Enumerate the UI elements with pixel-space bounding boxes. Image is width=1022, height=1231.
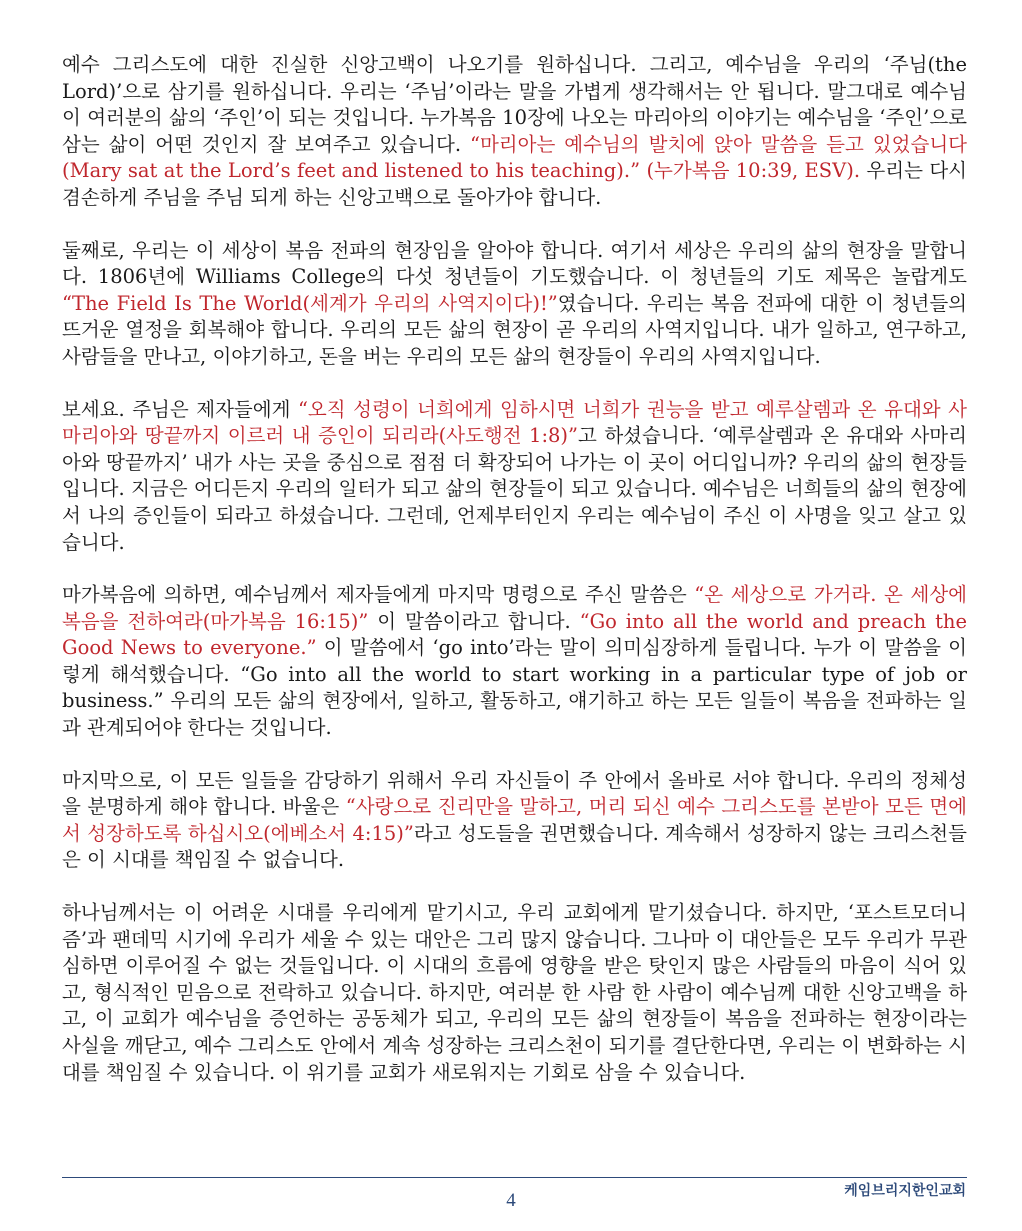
paragraph-2	[62, 238, 967, 371]
scripture-quote: “오직 성령이 너희에게 임하시면 너희가 권능을 받고 예루살렘과 온 유대와 사마리아와 땅끝까지 이르러 내 증인이 되리라(사도행전 1:8)”	[62, 397, 967, 448]
body-text: 고 하셨습니다. ‘예루살렘과 온 유대와 사마리아와 땅끝까지’ 내가 사는 곳을 중심으로 점점 더 확장되어 나가는 이 곳이 어디입니까? 우리의 삶의 현장들입니다. 지금은 어디든지 우리의 일터가 되고 삶의 현장들이 되고 있습니다. 예수님은 너희들의 삶의 현장에서 나의 증인들이 되라고 하셨습니다. 그런데, 언제부터인지 우리는 예수님이 주신 이 사명을 잊고 살고 있습니다.	[62, 424, 967, 554]
body-text: 하나님께서는 이 어려운 시대를 우리에게 맡기시고, 우리 교회에게 맡기셨습니다. 하지만, ‘포스트모더니즘’과 팬데믹 시기에 우리가 세울 수 있는 대안은 그리 많지 않습니다. 그나마 이 대안들은 모두 우리가 무관심하면 이루어질 수 없는 것들입니다. 이 시대의 흐름에 영향을 받은 탓인지 많은 사람들의 마음이 식어 있고, 형식적인 믿음으로 전락하고 있습니다. 하지만, 여러분 한 사람 한 사람이 예수님께 대한 신앙고백을 하고, 이 교회가 예수님을 증언하는 공동체가 되고, 우리의 모든 삶의 현장들이 복음을 전파하는 현장이라는 사실을 깨닫고, 예수 그리스도 안에서 계속 성장하는 크리스천이 되기를 결단한다면, 우리는 이 변화하는 시대를 책임질 수 있습니다. 이 위기를 교회가 새로워지는 기회로 삼을 수 있습니다.	[62, 901, 967, 1084]
scripture-quote: “사랑으로 진리만을 말하고, 머리 되신 예수 그리스도를 본받아 모든 면에서 성장하도록 하십시오(에베소서 4:15)”	[62, 795, 967, 845]
paragraph-3	[62, 397, 967, 557]
body-text: 라고 성도들을 권면했습니다. 계속해서 성장하지 않는 크리스천들은 이 시대를 책임질 수 없습니다.	[62, 821, 967, 872]
scripture-quote: “Go into all the world and preach the Good News to everyone.”	[62, 609, 968, 660]
scripture-quote: “온 세상으로 가거라. 온 세상에 복음을 전하여라(마가복음 16:15)”	[62, 583, 967, 633]
body-text: 마가복음에 의하면, 예수님께서 제자들에게 마지막 명령으로 주신 말씀은	[62, 583, 695, 607]
paragraph-5	[62, 768, 967, 874]
body-text: 이 말씀이라고 합니다.	[368, 609, 580, 633]
scripture-quote: “The Field Is The World(세계가 우리의 사역지이다)!”	[62, 291, 558, 315]
paragraph-4	[62, 582, 967, 742]
paragraph-1	[62, 52, 967, 212]
body-text: 둘째로, 우리는 이 세상이 복음 전파의 현장임을 알아야 합니다. 여기서 세상은 우리의 삶의 현장을 말합니다. 1806년에 Williams College의 다섯 청년들이 기도했습니다. 이 청년들의 기도 제목은 놀랍게도	[62, 238, 967, 289]
footer-divider	[62, 1177, 967, 1178]
page-number: 4	[506, 1190, 516, 1211]
paragraph-6	[62, 900, 967, 1086]
document-body	[62, 52, 967, 1086]
body-text: 마지막으로, 이 모든 일들을 감당하기 위해서 우리 자신들이 주 안에서 올바로 서야 합니다. 우리의 정체성을 분명하게 해야 합니다. 바울은	[62, 768, 967, 819]
body-text: 였습니다. 우리는 복음 전파에 대한 이 청년들의 뜨거운 열정을 회복해야 합니다. 우리의 모든 삶의 현장이 곧 우리의 사역지입니다. 내가 일하고, 연구하고, 사람들을 만나고, 이야기하고, 돈을 버는 우리의 모든 삶의 현장들이 우리의 사역지입니다.	[62, 291, 967, 368]
church-name: 케임브리지한인교회	[844, 1183, 966, 1199]
body-text: 예수 그리스도에 대한 진실한 신앙고백이 나오기를 원하십니다. 그리고, 예수님을 우리의 ‘주님(the Lord)’으로 삼기를 원하십니다. 우리는 ‘주님’이라는 말을 가볍게 생각해서는 안 됩니다. 말그대로 예수님이 여러분의 삶의 ‘주인’이 되는 것입니다. 누가복음 10장에 나오는 마리아의 이야기는 예수님을 ‘주인’으로 삼는 삶이 어떤 것인지 잘 보여주고 있습니다.	[62, 53, 967, 156]
body-text: 보세요. 주님은 제자들에게	[62, 397, 298, 421]
body-text: 이 말씀에서 ‘go into’라는 말이 의미심장하게 들립니다. 누가 이 말씀을 이렇게 해석했습니다. “Go into all the world to start working in a particular type of job or business.” 우리의 모든 삶의 현장에서, 일하고, 활동하고, 얘기하고 하는 모든 일들이 복음을 전파하는 일과 관계되어야 한다는 것입니다.	[62, 636, 968, 740]
scripture-quote: “마리아는 예수님의 발치에 앉아 말씀을 듣고 있었습니다(Mary sat at the Lord’s feet and listened to his teaching).” (누가복음 10:39, ESV).	[62, 132, 967, 183]
body-text: 우리는 다시 겸손하게 주님을 주님 되게 하는 신앙고백으로 돌아가야 합니다.	[62, 159, 967, 209]
